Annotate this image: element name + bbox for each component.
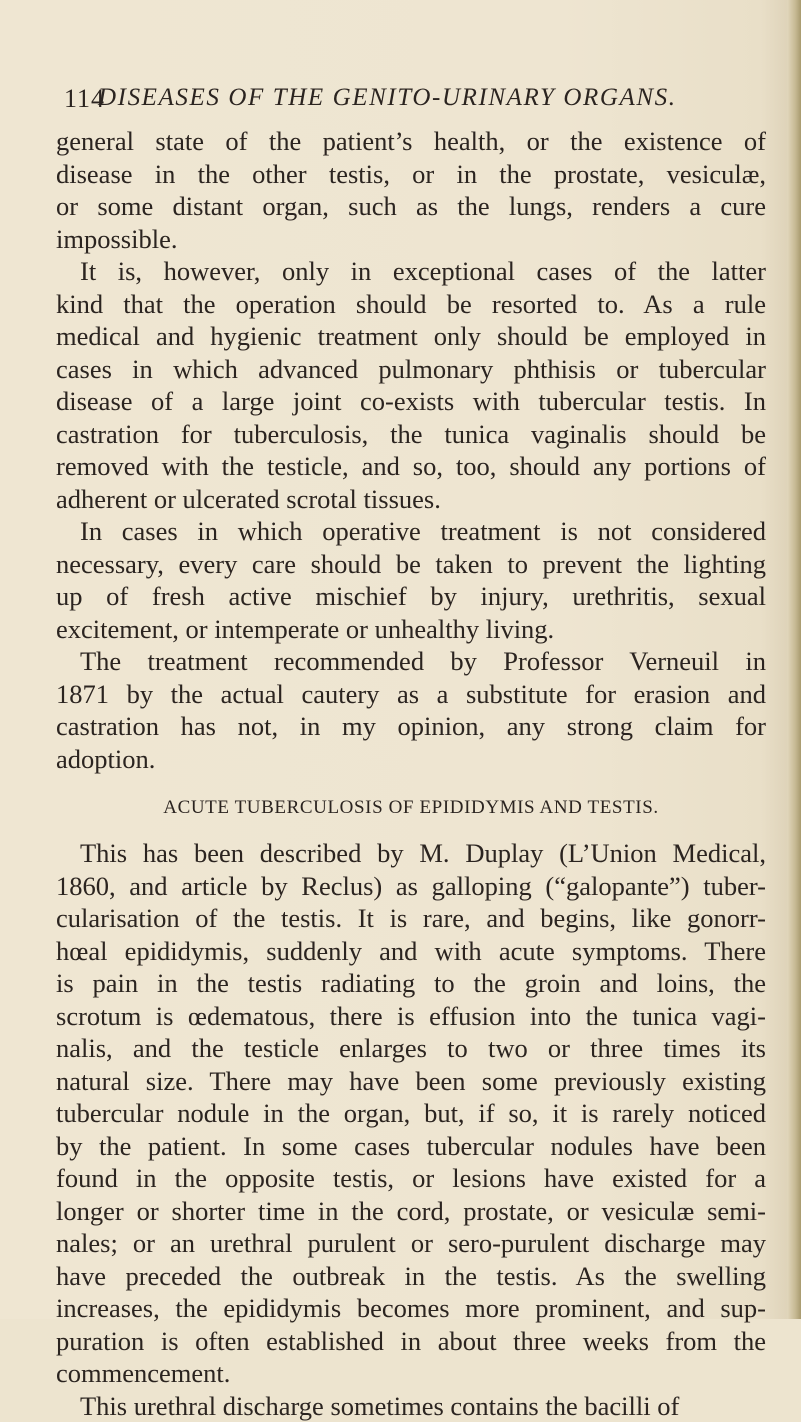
text-line: 1860, and article by Reclus) as galloping (“galopante”) tuber-	[56, 870, 766, 903]
text-line: disease of a large joint co-exists with tubercular testis. In	[56, 385, 766, 418]
section-paragraph-1	[56, 837, 766, 1390]
page-number: 114	[64, 84, 105, 114]
text-line: In cases in which operative treatment is not considered	[56, 515, 766, 548]
text-line: found in the opposite testis, or lesions have existed for a	[56, 1162, 766, 1195]
text-line: medical and hygienic treatment only should be employed in	[56, 320, 766, 353]
text-line: nales; or an urethral purulent or sero-purulent discharge may	[56, 1227, 766, 1260]
text-line: kind that the operation should be resorted to. As a rule	[56, 288, 766, 321]
text-line: necessary, every care should be taken to prevent the lighting	[56, 548, 766, 581]
text-line: The treatment recommended by Professor Verneuil in	[56, 645, 766, 678]
text-line: puration is often established in about three weeks from the	[56, 1325, 766, 1358]
text-line: increases, the epididymis becomes more prominent, and sup-	[56, 1292, 766, 1325]
text-line: cases in which advanced pulmonary phthisis or tubercular	[56, 353, 766, 386]
text-line: nalis, and the testicle enlarges to two or three times its	[56, 1032, 766, 1065]
text-line: castration for tuberculosis, the tunica vaginalis should be	[56, 418, 766, 451]
paragraph-3	[56, 515, 766, 645]
paragraph-2	[56, 255, 766, 515]
text-line: impossible.	[56, 223, 766, 256]
text-line: longer or shorter time in the cord, prostate, or vesiculæ semi-	[56, 1195, 766, 1228]
page-header	[64, 84, 764, 120]
text-line: is pain in the testis radiating to the groin and loins, the	[56, 967, 766, 1000]
paragraph-1	[56, 125, 766, 255]
text-line: removed with the testicle, and so, too, should any portions of	[56, 450, 766, 483]
section-heading: ACUTE TUBERCULOSIS OF EPIDIDYMIS AND TESTIS.	[56, 791, 766, 825]
text-line: have preceded the outbreak in the testis. As the swelling	[56, 1260, 766, 1293]
text-line: This urethral discharge sometimes contains the bacilli of	[56, 1390, 766, 1422]
text-line: up of fresh active mischief by injury, urethritis, sexual	[56, 580, 766, 613]
text-line: hœal epididymis, suddenly and with acute symptoms. There	[56, 935, 766, 968]
text-line: general state of the patient’s health, or the existence of	[56, 125, 766, 158]
page-edge-shadow	[787, 0, 801, 1319]
text-line: disease in the other testis, or in the prostate, vesiculæ,	[56, 158, 766, 191]
text-line: tubercular nodule in the organ, but, if so, it is rarely noticed	[56, 1097, 766, 1130]
running-head: DISEASES OF THE GENITO-URINARY ORGANS.	[98, 84, 677, 112]
text-line: It is, however, only in exceptional cases of the latter	[56, 255, 766, 288]
body-text	[56, 125, 766, 1422]
text-line: adherent or ulcerated scrotal tissues.	[56, 483, 766, 516]
text-line: or some distant organ, such as the lungs, renders a cure	[56, 190, 766, 223]
text-line: 1871 by the actual cautery as a substitute for erasion and	[56, 678, 766, 711]
text-line: adoption.	[56, 743, 766, 776]
text-line: commencement.	[56, 1357, 766, 1390]
section-paragraph-2	[56, 1390, 766, 1422]
paragraph-4	[56, 645, 766, 775]
text-line: excitement, or intemperate or unhealthy living.	[56, 613, 766, 646]
text-line: natural size. There may have been some previously existing	[56, 1065, 766, 1098]
text-line: castration has not, in my opinion, any strong claim for	[56, 710, 766, 743]
text-line: cularisation of the testis. It is rare, and begins, like gonorr-	[56, 902, 766, 935]
text-line: scrotum is œdematous, there is effusion into the tunica vagi-	[56, 1000, 766, 1033]
text-line: This has been described by M. Duplay (L’Union Medical,	[56, 837, 766, 870]
text-line: by the patient. In some cases tubercular nodules have been	[56, 1130, 766, 1163]
